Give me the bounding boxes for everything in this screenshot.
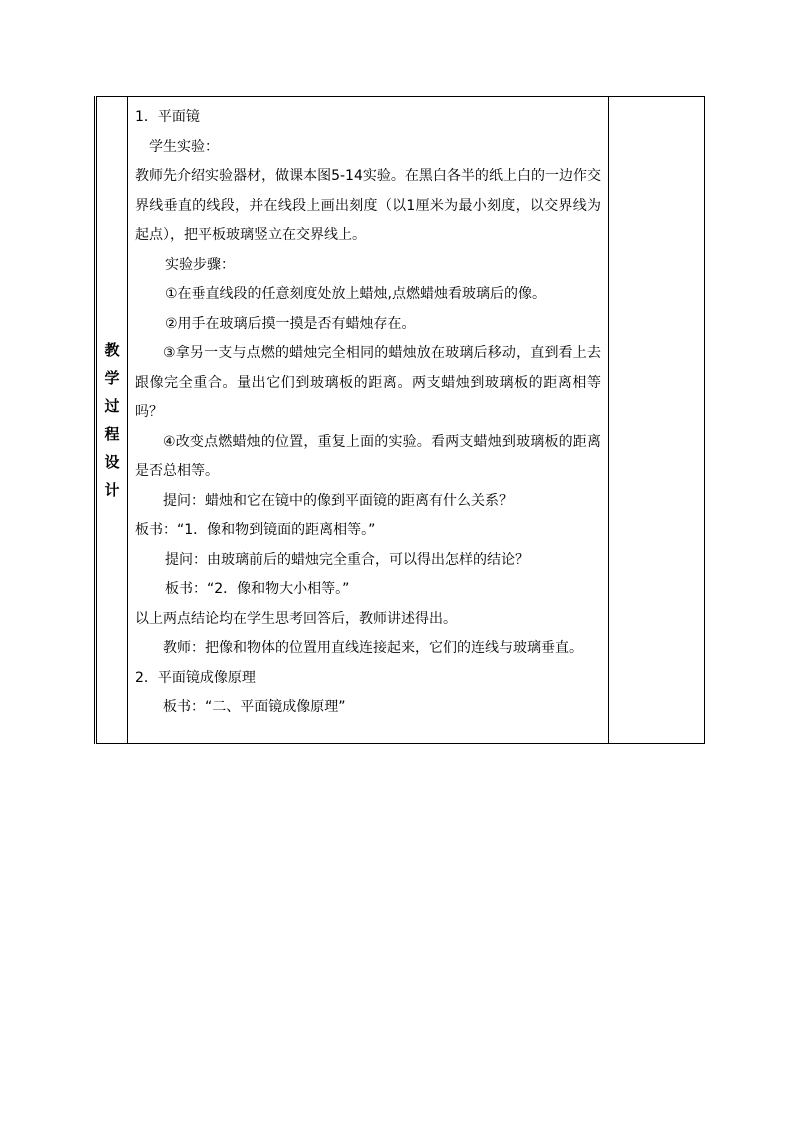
board-note-1: 板书：“1．像和物到镜面的距离相等。” (135, 522, 376, 538)
step-4: ④改变点燃蜡烛的位置，重复上面的实验。看两支蜡烛到玻璃板的距离是否总相等。 (135, 433, 601, 479)
side-label: 教学过程设计 (104, 341, 120, 499)
step-3: ③拿另一支与点燃的蜡烛完全相同的蜡烛放在玻璃后移动，直到看上去跟像完全重合。量出它们到玻璃板的距离。两支蜡烛到玻璃板的距离相等吗？ (135, 345, 601, 420)
step-1: ①在垂直线段的任意刻度处放上蜡烛,点燃蜡烛看玻璃后的像。 (165, 286, 546, 302)
step-2: ②用手在玻璃后摸一摸是否有蜡烛存在。 (165, 315, 416, 332)
question-2: 提问：由玻璃前后的蜡烛完全重合，可以得出怎样的结论？ (165, 551, 529, 568)
heading-mirror-principle: 2．平面镜成像原理 (135, 669, 256, 686)
summary-line: 以上两点结论均在学生思考回答后，教师讲述得出。 (135, 610, 457, 627)
table-row (96, 97, 705, 744)
side-label-cell (96, 97, 128, 744)
steps-title: 实验步骤： (165, 256, 235, 273)
teacher-paragraph: 教师：把像和物体的位置用直线连接起来，它们的连线与玻璃垂直。 (163, 640, 583, 656)
notes-cell (609, 97, 705, 744)
board-note-3: 板书：“二、平面镜成像原理” (163, 699, 346, 715)
main-content-cell (128, 97, 609, 744)
content-block (128, 97, 608, 723)
heading-plane-mirror: 1．平面镜 (135, 109, 200, 125)
intro-paragraph: 教师先介绍实验器材，做课本图5-14实验。在黑白各半的纸上白的一边作交界线垂直的线段，并在线段上画出刻度（以1厘米为最小刻度，以交界线为起点），把平板玻璃竖立在交界线上。 (135, 168, 601, 243)
question-1: 提问：蜡烛和它在镜中的像到平面镜的距离有什么关系？ (163, 492, 513, 509)
lesson-table (94, 96, 705, 744)
board-note-2: 板书：“2．像和物大小相等。” (165, 581, 350, 597)
student-experiment-label: 学生实验： (149, 138, 219, 155)
